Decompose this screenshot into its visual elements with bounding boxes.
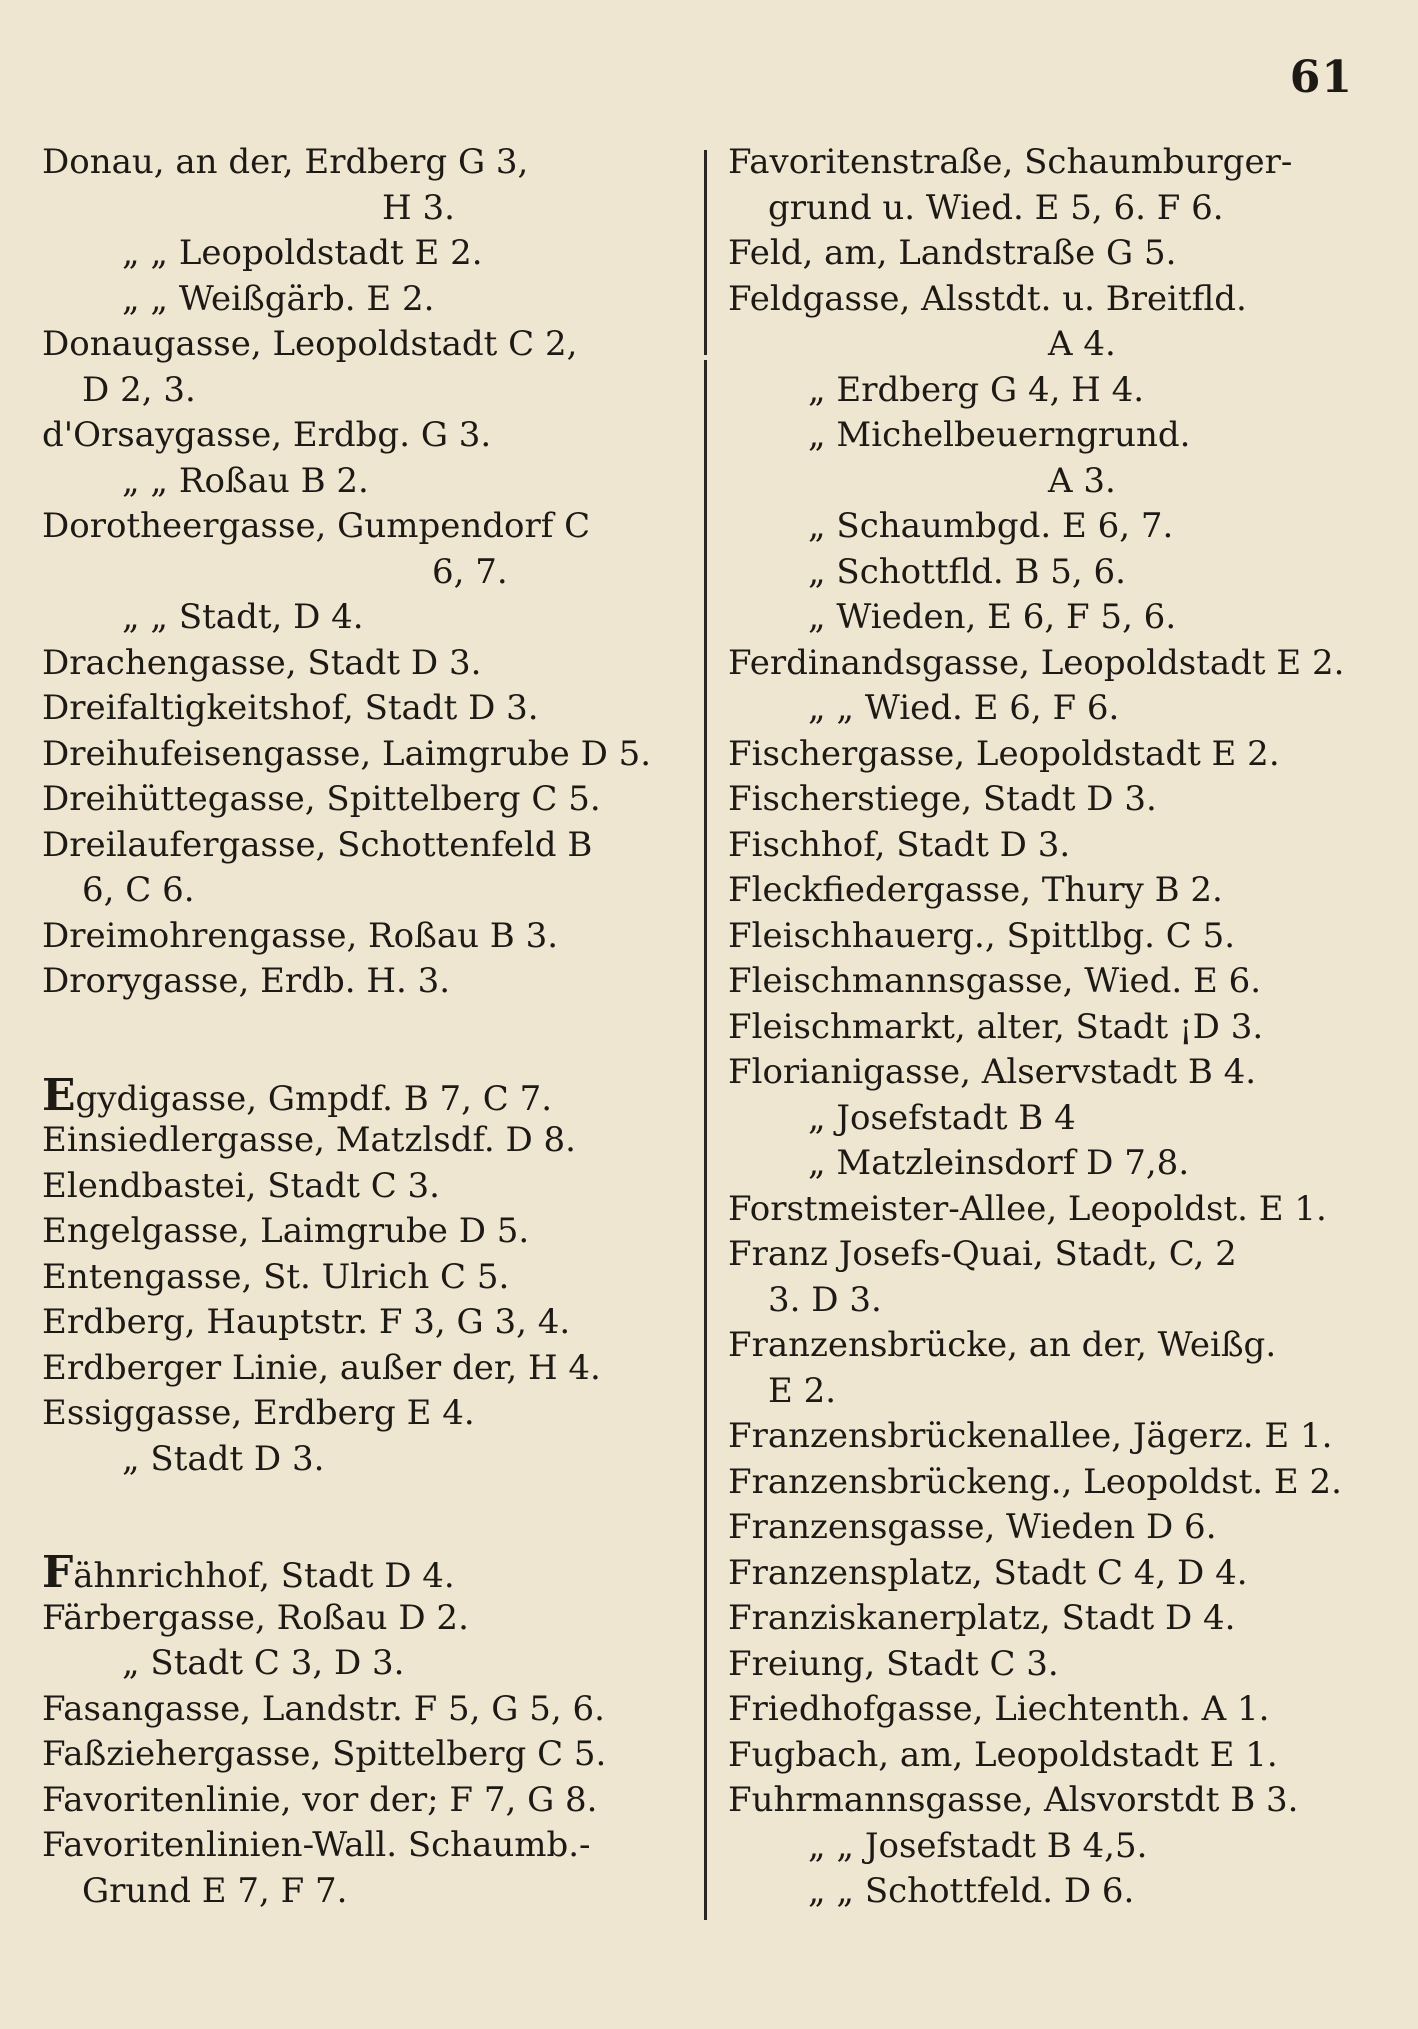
directory-entry-line: „ Schaumbgd. E 6, 7.: [808, 506, 1174, 546]
directory-entry-line: Egydigasse, Gmpdf. B 7, C 7.: [42, 1069, 553, 1121]
directory-entry-line: Grund E 7, F 7.: [82, 1870, 348, 1911]
directory-entry-line: Dreifaltigkeitshof, Stadt D 3.: [42, 688, 539, 728]
directory-entry-line: 3. D 3.: [768, 1279, 882, 1320]
directory-entry-line: Franziskanerplatz, Stadt D 4.: [728, 1598, 1236, 1638]
column-divider-top: [704, 150, 707, 355]
directory-entry-line: „ „ Josefstadt B 4,5.: [808, 1825, 1148, 1866]
directory-entry-line: Forstmeister-Allee, Leopoldst. E 1.: [728, 1188, 1327, 1229]
directory-entry-line: Färbergasse, Roßau D 2.: [42, 1597, 469, 1638]
directory-entry-line: E 2.: [768, 1370, 837, 1411]
directory-entry-line: „ Erdberg G 4, H 4.: [808, 369, 1145, 410]
directory-entry-line: Fleischmannsgasse, Wied. E 6.: [728, 961, 1262, 1001]
directory-entry-line: Favoritenlinien-Wall. Schaumb.-: [42, 1825, 591, 1865]
directory-entry-line: Einsiedlergasse, Matzlsdf. D 8.: [42, 1120, 576, 1160]
directory-entry-line: Florianigasse, Alservstadt B 4.: [728, 1052, 1257, 1092]
directory-entry-line: „ Wieden, E 6, F 5, 6.: [808, 597, 1177, 637]
directory-entry-line: Ferdinandsgasse, Leopoldstadt E 2.: [728, 642, 1345, 683]
directory-entry-line: d'Orsaygasse, Erdbg. G 3.: [42, 415, 492, 455]
section-gap: [42, 1005, 682, 1073]
directory-entry-line: Drorygasse, Erdb. H. 3.: [42, 961, 451, 1001]
directory-entry-line: Donau, an der, Erdberg G 3,: [42, 142, 529, 182]
directory-entry-line: A 3.: [1048, 460, 1116, 501]
directory-entry-line: Dreimohrengasse, Roßau B 3.: [42, 915, 559, 956]
directory-entry-line: „ Stadt D 3.: [122, 1438, 325, 1479]
directory-entry-line: grund u. Wied. E 5, 6. F 6.: [768, 187, 1224, 228]
directory-entry-line: Engelgasse, Laimgrube D 5.: [42, 1211, 530, 1251]
directory-entry-line: „ „ Weißgärb. E 2.: [122, 278, 435, 319]
directory-entry-line: Dreihufeisengasse, Laimgrube D 5.: [42, 733, 652, 774]
directory-entry-line: Dorotheergasse, Gumpendorf C: [42, 506, 591, 546]
directory-entry-line: Franzensbrückeng., Leopoldst. E 2.: [728, 1461, 1342, 1502]
directory-entry-line: „ Stadt C 3, D 3.: [122, 1643, 405, 1683]
directory-entry-line: Donaugasse, Leopoldstadt C 2,: [42, 324, 578, 364]
directory-entry-line: Fleischmarkt, alter, Stadt ¡D 3.: [728, 1006, 1264, 1047]
directory-entry-line: Fleischhauerg., Spittlbg. C 5.: [728, 915, 1236, 956]
directory-entry-line: Entengasse, St. Ulrich C 5.: [42, 1256, 510, 1297]
directory-entry-line: Fleckfiedergasse, Thury B 2.: [728, 870, 1223, 910]
directory-entry-line: „ „ Leopoldstadt E 2.: [122, 233, 483, 273]
directory-entry-line: Franzensplatz, Stadt C 4, D 4.: [728, 1552, 1248, 1593]
directory-entry-line: Elendbastei, Stadt C 3.: [42, 1165, 440, 1206]
directory-entry-line: „ „ Wied. E 6, F 6.: [808, 688, 1120, 728]
directory-entry-line: Essiggasse, Erdberg E 4.: [42, 1393, 475, 1433]
directory-entry-line: Feldgasse, Alsstdt. u. Breitfld.: [728, 278, 1247, 319]
directory-entry-line: Franzensbrücke, an der, Weißg.: [728, 1325, 1277, 1365]
directory-entry-line: Feld, am, Landstraße G 5.: [728, 233, 1177, 273]
directory-entry-line: Fugbach, am, Leopoldstadt E 1.: [728, 1734, 1278, 1775]
directory-entry-line: Friedhofgasse, Liechtenth. A 1.: [728, 1689, 1270, 1729]
directory-entry-line: „ Schottfld. B 5, 6.: [808, 551, 1126, 592]
section-initial: E: [42, 1069, 76, 1121]
directory-entry-line: Faßziehergasse, Spittelberg C 5.: [42, 1734, 607, 1774]
directory-entry-line: Fischerstiege, Stadt D 3.: [728, 779, 1157, 819]
directory-entry-line: Dreihüttegasse, Spittelberg C 5.: [42, 779, 601, 819]
directory-entry-line: „ Josefstadt B 4: [808, 1097, 1076, 1138]
right-column: [728, 140, 1358, 1915]
directory-entry-line: „ „ Stadt, D 4.: [122, 597, 364, 637]
column-divider: [704, 360, 707, 1920]
directory-entry-line: Favoritenlinie, vor der; F 7, G 8.: [42, 1779, 598, 1820]
page-number: 61: [1289, 52, 1353, 103]
directory-entry-line: Erdberger Linie, außer der, H 4.: [42, 1347, 601, 1388]
directory-entry-line: Drachengasse, Stadt D 3.: [42, 642, 482, 683]
directory-entry-line: „ Michelbeuerngrund.: [808, 415, 1191, 455]
directory-entry-line: D 2, 3.: [82, 369, 196, 410]
directory-entry-line: Fischergasse, Leopoldstadt E 2.: [728, 733, 1280, 774]
directory-entry-line: A 4.: [1048, 324, 1116, 364]
section-gap: [42, 1482, 682, 1550]
left-column: [42, 140, 682, 1914]
directory-entry-line: 6, C 6.: [82, 870, 195, 910]
directory-entry-line: „ Matzleinsdorf D 7,8.: [808, 1143, 1190, 1183]
directory-entry-line: H 3.: [382, 187, 455, 228]
directory-entry-line: „ „ Roßau B 2.: [122, 460, 369, 501]
directory-entry-line: Fähnrichhof, Stadt D 4.: [42, 1547, 455, 1598]
directory-entry-line: Dreilaufergasse, Schottenfeld B: [42, 824, 593, 865]
directory-entry-line: 6, 7.: [432, 551, 508, 592]
directory-entry-line: Freiung, Stadt C 3.: [728, 1643, 1059, 1684]
directory-entry-line: Franzensbrückenallee, Jägerz. E 1.: [728, 1416, 1333, 1456]
section-initial: F: [42, 1547, 74, 1598]
directory-entry-line: „ „ Schottfeld. D 6.: [808, 1871, 1135, 1911]
directory-entry-line: Favoritenstraße, Schaumburger-: [728, 142, 1293, 182]
directory-entry-line: Erdberg, Hauptstr. F 3, G 3, 4.: [42, 1302, 571, 1342]
directory-entry-line: Fischhof, Stadt D 3.: [728, 824, 1071, 865]
directory-entry-line: Franzensgasse, Wieden D 6.: [728, 1507, 1217, 1547]
directory-entry-line: Fuhrmannsgasse, Alsvorstdt B 3.: [728, 1780, 1299, 1820]
directory-entry-line: Franz Josefs-Quai, Stadt, C, 2: [728, 1234, 1237, 1274]
directory-entry-line: Fasangasse, Landstr. F 5, G 5, 6.: [42, 1688, 605, 1729]
